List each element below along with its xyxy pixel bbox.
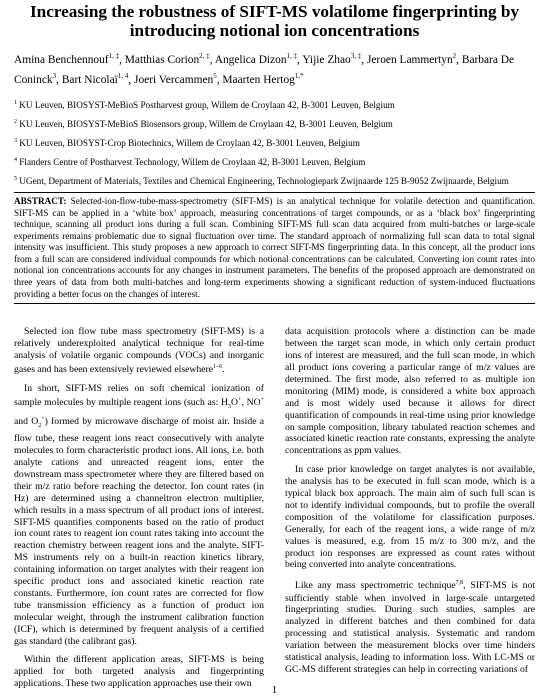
affiliation-text: Flanders Centre of Postharvest Technology, Willem de Croylaan 42, B-3001 Leuven, Belgium	[19, 156, 366, 167]
citation: 1–6	[213, 363, 223, 370]
abstract-bottom-rule	[14, 303, 535, 304]
abstract	[14, 196, 535, 300]
abstract-text: Selected-ion-flow-tube-mass-spectrometry (SIFT-MS) is an analytical technique for volatile detection and quantification. SIFT-MS can be applied in a ‘white box’ approach, measuring concentrations of target compounds, or as a ‘black box’ fingerprinting technique, scanning all product ions during a full scan. Combining SIFT-MS full scan data acquired from multi-batches or large-scale experiments remains problematic due to signal fluctuation over time. The standard approach of normalizing full scan data to total signal intensity was insufficient. This study proposes a new approach to correct SIFT-MS fingerprinting data. In this concept, all the product ions from a full scan are considered individual compounds for which notional concentrations can be calculated. Converting ion count rates into notional ion concentrations accounts for any changes in instrument parameters. The benefits of the proposed approach are demonstrated on three years of data from both multi-batches and long-term experiments showing a significant reduction of system-induced fluctuations providing a better focus on the changes of interest.	[14, 195, 536, 299]
citation: 7,8	[455, 580, 464, 587]
body-paragraph: In case prior knowledge on target analytes is not available, the analysis has to be executed in full scan mode, which is a typical black box approach. The main aim of such full scan is not to identify individual compounds, but to profile the overall composition of the volatilome for classification purposes. Generally, for each of the reagent ions, a wide range of m/z values is measured, e.g. from 15 m/z to 300 m/z, and the product ion responses are expressed as count rates without being converted into analyte concentrations.	[285, 464, 535, 571]
affiliation	[14, 116, 535, 131]
author-name: Maarten Hertog	[222, 73, 295, 86]
author-name: Joeri Vercammen	[134, 73, 214, 86]
affiliation-number: 4	[14, 156, 17, 163]
body-paragraph: Like any mass spectrometric technique$^{7,8}$, SIFT-MS is not sufficiently stable when involved in large-scale untargeted fingerprinting studies. During such studies, samples are analyzed in different batches and then combined for data processing and statistical analysis. Systematic and random variation between the measurement blocks over time hinders statistical analysis, leading to information loss. With LC-MS or GC-MS different strategies can help in correcting variations of	[285, 580, 535, 675]
affiliation	[14, 97, 535, 112]
affiliation	[14, 154, 535, 169]
author-affiliation-marker: 5	[213, 71, 217, 80]
affiliation-list	[14, 97, 535, 188]
abstract-top-rule	[14, 192, 535, 193]
author-affiliation-marker: 2, ‡	[199, 52, 210, 60]
author-affiliation-marker: 3	[52, 71, 57, 80]
body-paragraph: Within the different application areas, SIFT-MS is being applied for both targeted analysis and fingerprinting applications. These two application approaches use their own	[14, 654, 264, 690]
author-name: Jeroen Lammertyn	[366, 53, 453, 66]
body-paragraph: Selected ion flow tube mass spectrometry (SIFT-MS) is a relatively underexploited analytical technique for real-time analysis of volatile organic compounds (VOCs) and inorganic gases and has been extensively reviewed elsewhere$^{1-6}$.	[14, 326, 264, 376]
body-paragraph: data acquisition protocols where a distinction can be made between the target scan mode, in which only certain product ions of interest are measured, and the full scan mode, in which all product ions covering a particular range of m/z values are determined. The first mode, also referred to as multiple ion monitoring (MIM) mode, is considered a white box approach and is most widely used because it allows for direct quantification of compounds in real-time using prior knowledge on sample composition, library tabulated reaction schemes and associated kinetic reaction rate constants, expressing the analyte concentrations as ppm values.	[285, 326, 535, 457]
author-affiliation-marker: 3, ‡	[350, 52, 362, 60]
affiliation-text: KU Leuven, BIOSYST-Crop Biotechnics, Willem de Croylaan 42, B-3001 Leuven, Belgium	[19, 137, 360, 148]
body-columns	[14, 326, 535, 697]
page-number: 1	[271, 684, 278, 696]
author-affiliation-marker: 1,*	[294, 71, 304, 80]
author-name: Matthias Corion	[124, 53, 200, 66]
left-column	[14, 326, 264, 697]
right-column	[285, 326, 535, 697]
author-name: Bart Nicolaï	[61, 73, 118, 86]
affiliation-number: 5	[14, 175, 17, 182]
affiliation	[14, 173, 535, 188]
affiliation-number: 1	[14, 99, 17, 106]
author-name: Yijie Zhao	[302, 53, 351, 66]
author-affiliation-marker: 1, ‡	[286, 52, 298, 60]
author-name: Angelica Dizon	[214, 53, 287, 66]
affiliation-number: 3	[14, 137, 17, 144]
author-name: Barbara De Coninck	[14, 53, 515, 86]
abstract-label: ABSTRACT:	[14, 195, 67, 206]
author-affiliation-marker: 1, ‡	[108, 52, 120, 60]
author-list: Amina Benchennouf$^{1, \ddagger}$, Matthias Corion$^{2, \ddagger}$, Angelica Dizon$^{1, \ddagger}$, Yijie Zhao$^{3, \ddagger}$, Jeroen Lammertyn$^2$, Barbara De Coninck$^3$, Bart Nicolaï$^{1, 4}$, Joeri Vercammen$^5$, Maarten Hertog$^{1,*}$	[14, 52, 515, 86]
author-name: Amina Benchennouf	[14, 53, 109, 66]
affiliation	[14, 135, 535, 150]
author-affiliation-marker: 2	[452, 52, 457, 60]
author-affiliation-marker: 1, 4	[117, 71, 129, 80]
affiliation-text: KU Leuven, BIOSYST-MeBioS Postharvest group, Willem de Croylaan 42, B-3001 Leuven, Belgium	[19, 99, 395, 110]
affiliation-text: UGent, Department of Materials, Textiles and Chemical Engineering, Technologiepark Zwijnaarde 125 B-9052 Zwijnaarde, Belgium	[19, 175, 509, 186]
body-paragraph: In short, SIFT-MS relies on soft chemical ionization of sample molecules by multiple reagent ions (such as: $H_3O^+$, NO+ and $O_2^+$) formed by microwave discharge of moist air. Inside a flow tube, these reagent ions react consecutively with analyte molecules to form characteristic product ions. All ions, i.e. both analyte cations and unreacted reagent ions, enter the downstream mass spectrometer where they are filtered based on their m/z ratio before reaching the detector. Ion count rates (in Hz) are determined using a channeltron electron multiplier, which results in a mass spectrum of all product ions of interest. SIFT-MS quantifies components based on the ratio of product ion count rates to reagent ion count rates taking into account the reaction chemistry between reagent ions and the analyte. SIFT-MS instruments rely on a built-in reaction kinetics library, containing information on target analytes with their reagent ion specific product ions and associated kinetic reaction rate constants. Furthermore, ion count rates are corrected for flow tube transmission efficiency as a function of product ion molecular weight, through the instrument calibration function (ICF), which is determined by frequent analysis of a certified gas standard (the calibrant gas).	[14, 383, 265, 647]
affiliation-text: KU Leuven, BIOSYST-MeBioS Biosensors group, Willem de Croylaan 42, B-3001 Leuven, Belgium	[19, 118, 393, 129]
affiliation-number: 2	[14, 118, 17, 125]
paper-title: Increasing the robustness of SIFT-MS volatilome fingerprinting by introducing notional ion concentrations	[29, 2, 520, 40]
